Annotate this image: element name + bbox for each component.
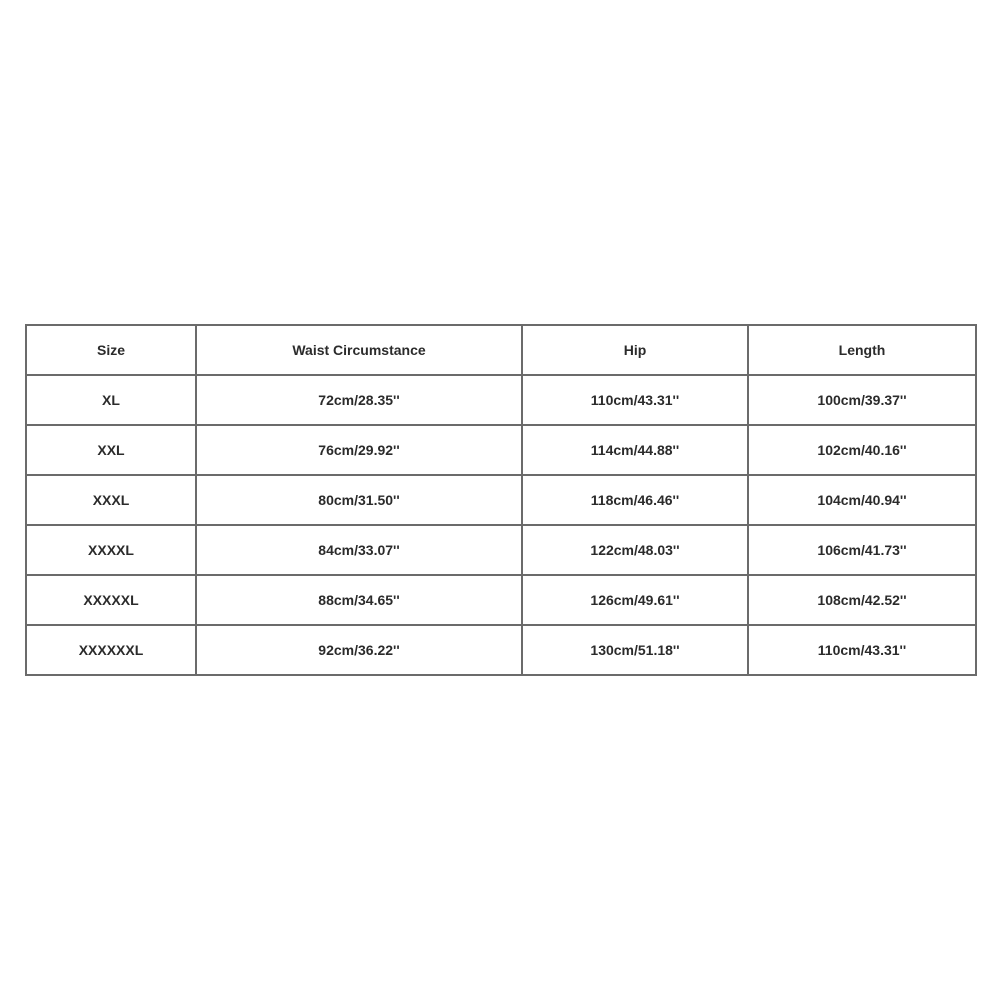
- table-row: [26, 425, 976, 475]
- cell-size: XL: [26, 375, 196, 425]
- cell-length: 100cm/39.37'': [748, 375, 976, 425]
- header-length: Length: [748, 325, 976, 375]
- table-row: [26, 625, 976, 675]
- cell-waist: 80cm/31.50'': [196, 475, 522, 525]
- cell-length: 108cm/42.52'': [748, 575, 976, 625]
- cell-hip: 122cm/48.03'': [522, 525, 748, 575]
- cell-hip: 114cm/44.88'': [522, 425, 748, 475]
- size-chart-table: [25, 324, 977, 676]
- cell-waist: 88cm/34.65'': [196, 575, 522, 625]
- cell-size: XXXXXXL: [26, 625, 196, 675]
- cell-size: XXXL: [26, 475, 196, 525]
- header-waist-circumstance: Waist Circumstance: [196, 325, 522, 375]
- cell-waist: 92cm/36.22'': [196, 625, 522, 675]
- table-row: [26, 525, 976, 575]
- cell-length: 104cm/40.94'': [748, 475, 976, 525]
- cell-hip: 130cm/51.18'': [522, 625, 748, 675]
- table-row: [26, 475, 976, 525]
- table-header-row: [26, 325, 976, 375]
- header-hip: Hip: [522, 325, 748, 375]
- cell-size: XXXXXL: [26, 575, 196, 625]
- table-row: [26, 375, 976, 425]
- cell-waist: 76cm/29.92'': [196, 425, 522, 475]
- cell-length: 110cm/43.31'': [748, 625, 976, 675]
- header-size: Size: [26, 325, 196, 375]
- cell-hip: 110cm/43.31'': [522, 375, 748, 425]
- cell-length: 102cm/40.16'': [748, 425, 976, 475]
- cell-size: XXXXL: [26, 525, 196, 575]
- cell-waist: 84cm/33.07'': [196, 525, 522, 575]
- cell-size: XXL: [26, 425, 196, 475]
- cell-length: 106cm/41.73'': [748, 525, 976, 575]
- table-row: [26, 575, 976, 625]
- cell-hip: 118cm/46.46'': [522, 475, 748, 525]
- cell-waist: 72cm/28.35'': [196, 375, 522, 425]
- cell-hip: 126cm/49.61'': [522, 575, 748, 625]
